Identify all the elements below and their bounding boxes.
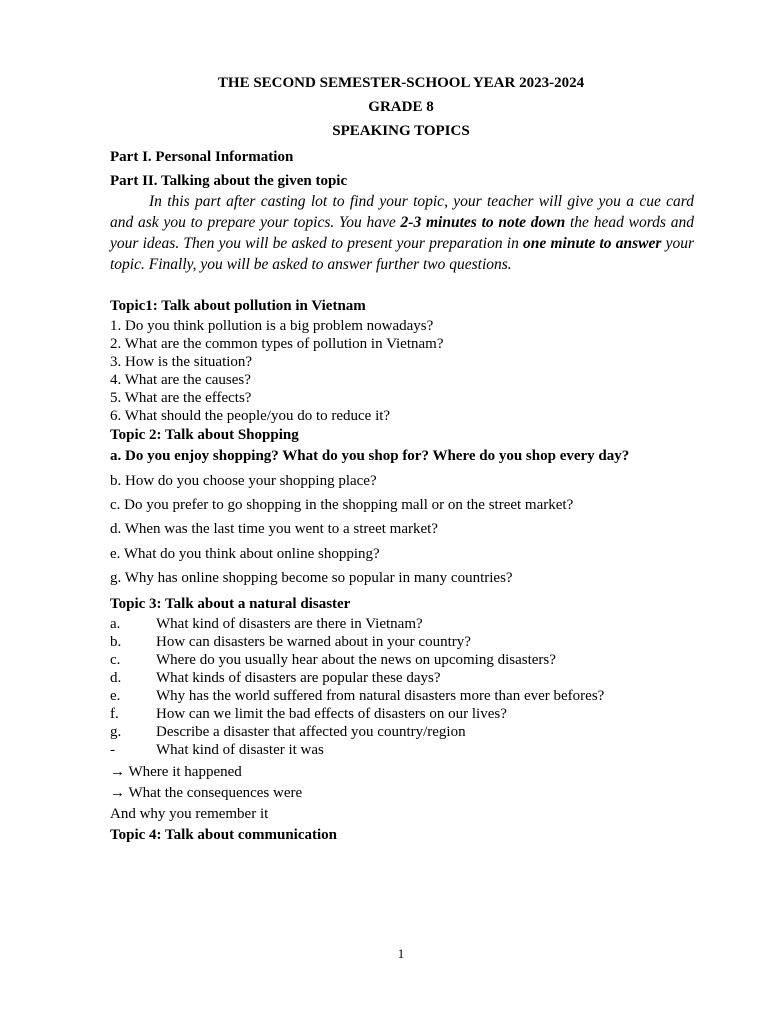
topic3-item-text: Why has the world suffered from natural disasters more than ever befores? [156, 688, 605, 704]
topic3-item-text: What kinds of disasters are popular these days? [156, 670, 441, 686]
topic3-sub-item: And why you remember it [110, 806, 269, 822]
topic2-question: c. Do you prefer to go shopping in the shopping mall or on the street market? [110, 497, 574, 513]
topic1-question: 6. What should the people/you do to reduce it? [110, 408, 391, 424]
topic4-heading: Topic 4: Talk about communication [110, 827, 337, 843]
subtitle-heading: SPEAKING TOPICS [332, 123, 470, 139]
instructions-text-2: the head words and your ideas. Then you will be asked to present your preparation in [110, 214, 694, 252]
part1-heading: Part I. Personal Information [110, 149, 294, 165]
grade-heading: GRADE 8 [368, 99, 434, 115]
topic1-question: 3. How is the situation? [110, 354, 253, 370]
topic2-question: b. How do you choose your shopping place? [110, 473, 377, 489]
topic3-item-label: - [110, 742, 115, 758]
page-number: 1 [397, 946, 405, 961]
instructions-emphasis-1: 2-3 minutes to note down [400, 214, 566, 231]
topic3-item-label: b. [110, 634, 122, 650]
topic3-item-label: c. [110, 652, 121, 668]
topic3-item-label: g. [110, 724, 122, 740]
topic3-item-text: What kind of disasters are there in Vietnam? [156, 616, 423, 632]
instructions-paragraph [110, 191, 694, 275]
topic3-sub-item: → Where it happened [110, 764, 242, 780]
part2-heading: Part II. Talking about the given topic [110, 173, 348, 189]
topic2-question: g. Why has online shopping become so popular in many countries? [110, 570, 513, 586]
topic1-heading: Topic1: Talk about pollution in Vietnam [110, 298, 366, 314]
topic3-sub-item: → What the consequences were [110, 785, 303, 801]
topic3-item-label: d. [110, 670, 122, 686]
topic2-question: d. When was the last time you went to a street market? [110, 521, 438, 537]
topic1-question: 1. Do you think pollution is a big problem nowadays? [110, 318, 434, 334]
topic3-item-label: a. [110, 616, 121, 632]
topic2-question: e. What do you think about online shopping? [110, 546, 380, 562]
document-title: THE SECOND SEMESTER-SCHOOL YEAR 2023-2024 [217, 75, 585, 91]
topic3-item-text: Describe a disaster that affected you country/region [156, 724, 466, 740]
topic3-item-text: Where do you usually hear about the news on upcoming disasters? [156, 652, 556, 668]
topic3-item-text: How can disasters be warned about in your country? [156, 634, 471, 650]
topic3-item-text: How can we limit the bad effects of disasters on our lives? [156, 706, 507, 722]
instructions-text-1: In this part after casting lot to find your topic, your teacher will give you a cue card and ask you to prepare your topics. You have [110, 193, 694, 231]
topic3-item-text: What kind of disaster it was [156, 742, 324, 758]
topic3-heading: Topic 3: Talk about a natural disaster [110, 596, 351, 612]
topic3-item-label: f. [110, 706, 119, 722]
topic1-question: 2. What are the common types of pollution in Vietnam? [110, 336, 444, 352]
topic1-question: 5. What are the effects? [110, 390, 252, 406]
topic1-question: 4. What are the causes? [110, 372, 251, 388]
topic2-question-a: a. Do you enjoy shopping? What do you shop for? Where do you shop every day? [110, 448, 630, 464]
topic3-item-label: e. [110, 688, 121, 704]
instructions-text-3: your topic. Finally, you will be asked to answer further two questions. [110, 235, 695, 273]
instructions-emphasis-2: one minute to answer [523, 235, 662, 252]
topic2-heading: Topic 2: Talk about Shopping [110, 427, 299, 443]
